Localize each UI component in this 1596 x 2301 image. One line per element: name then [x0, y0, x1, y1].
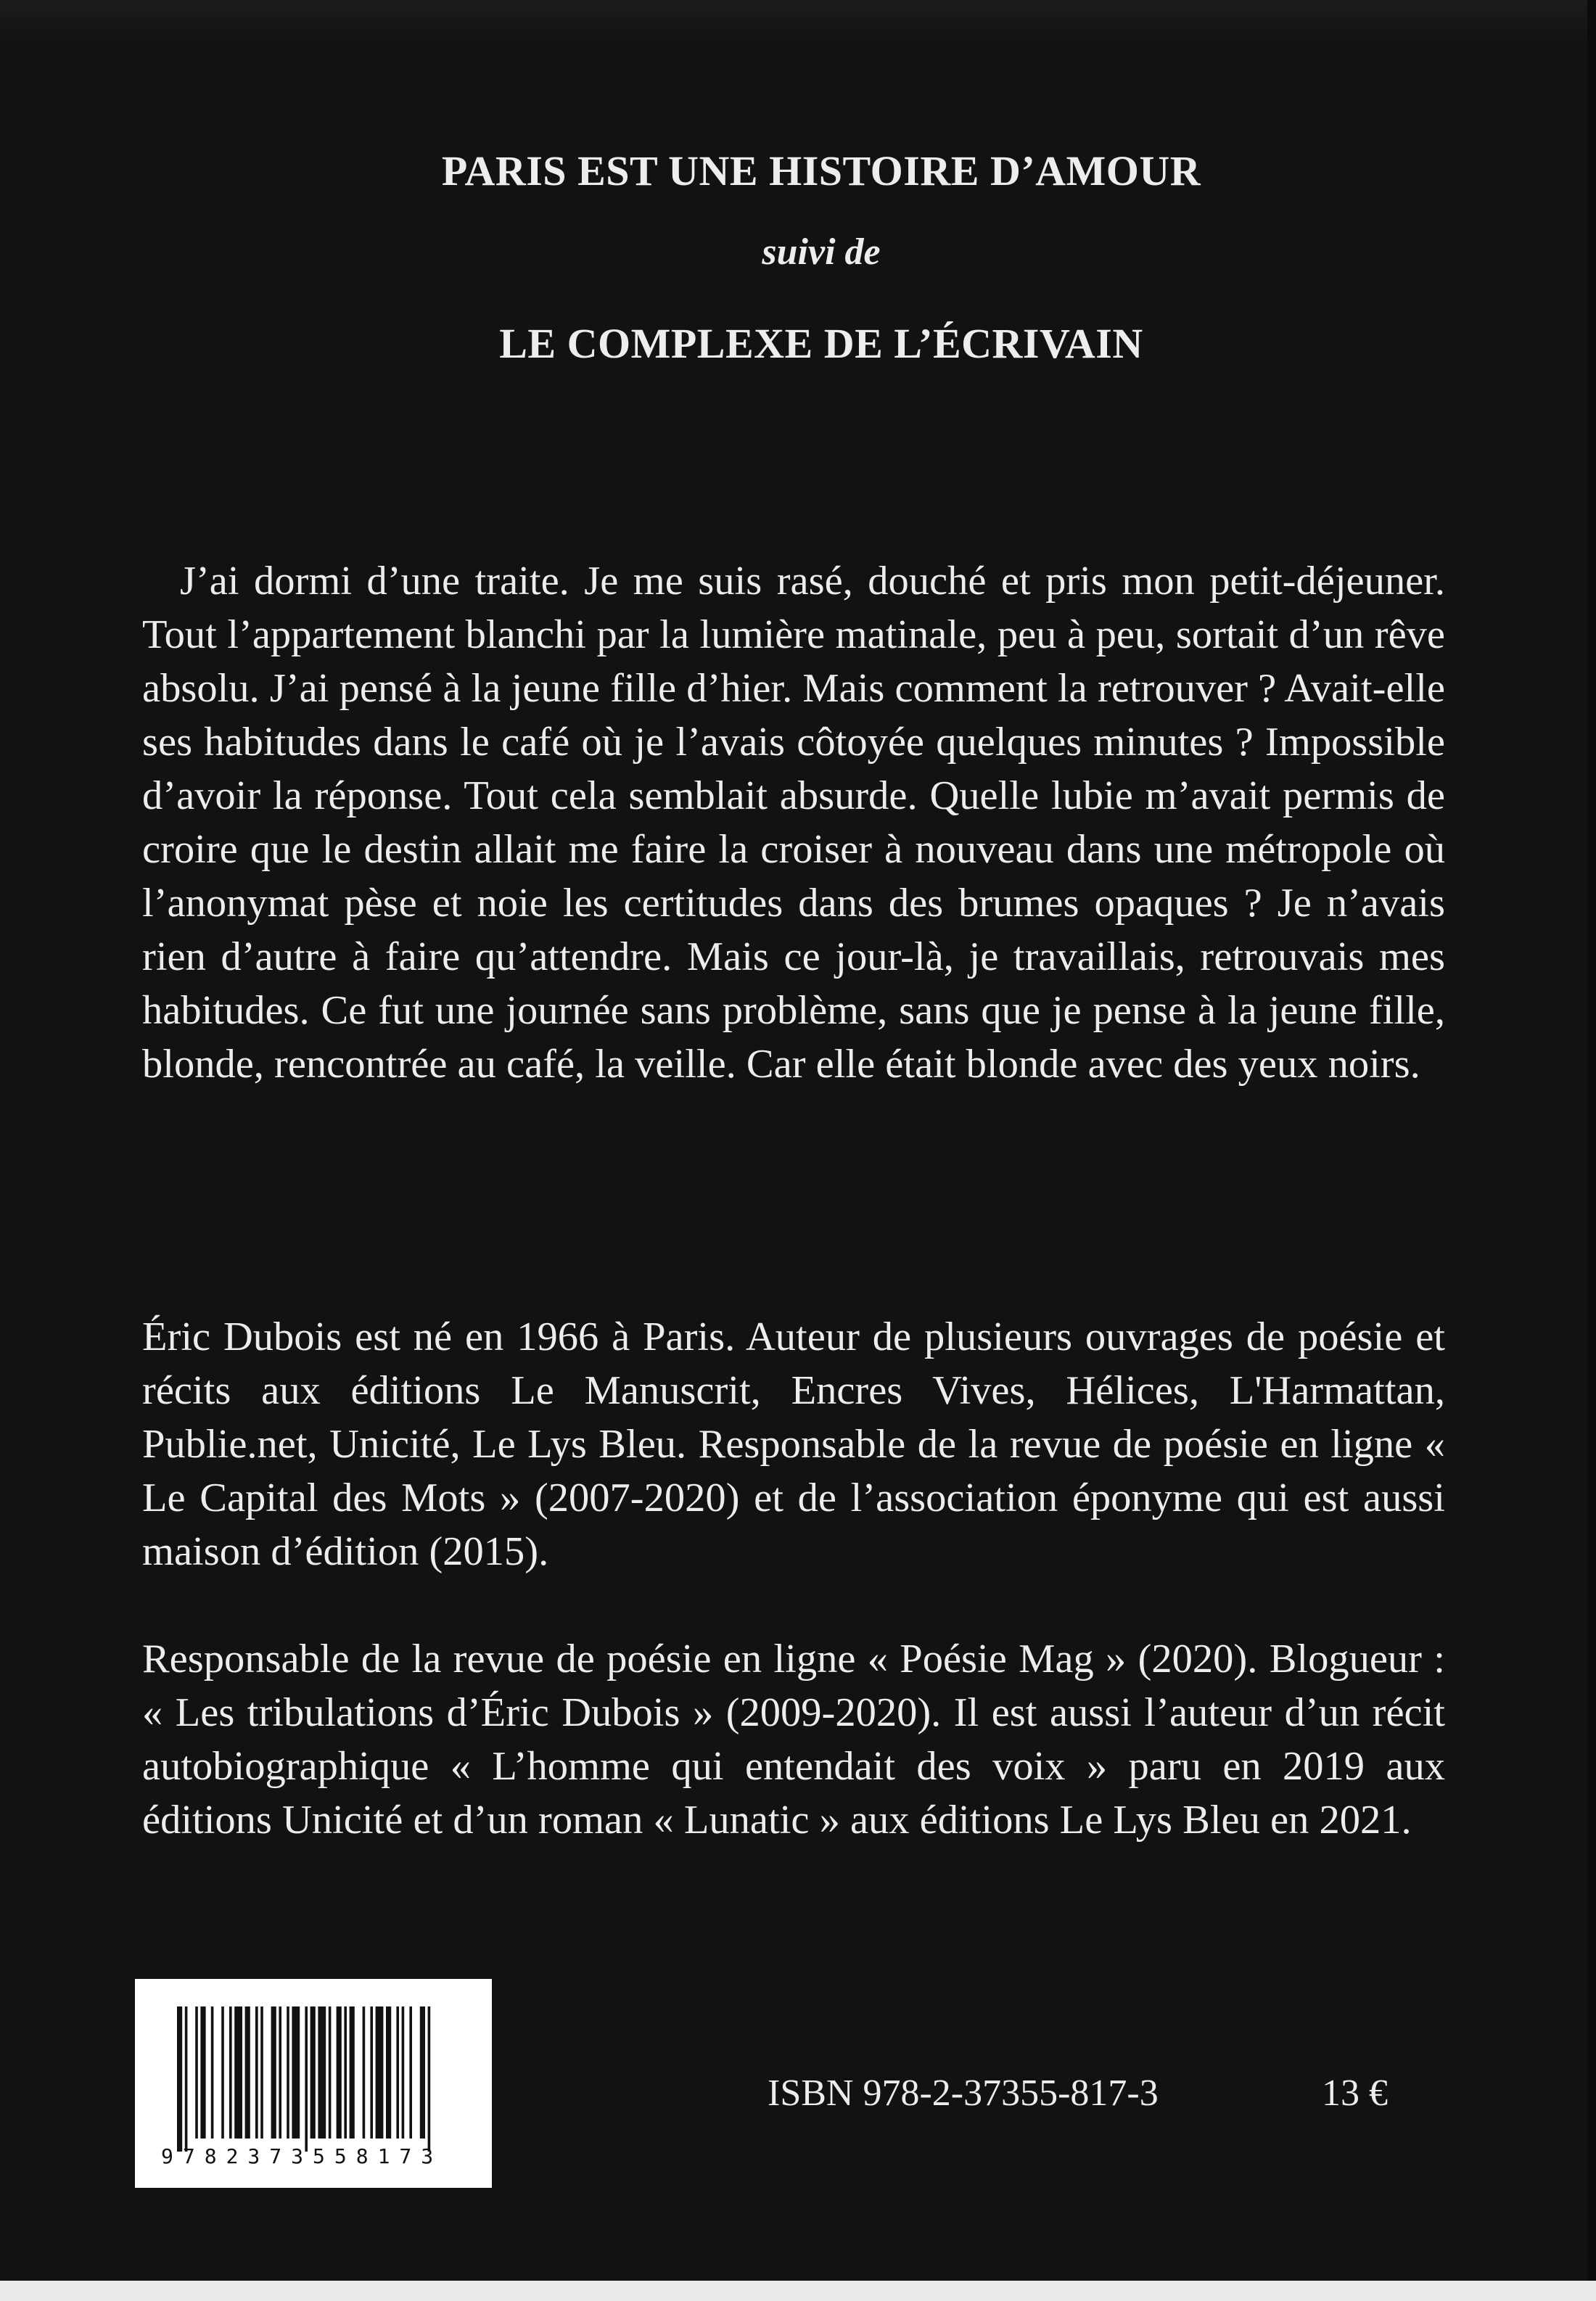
barcode-bar — [402, 2006, 405, 2139]
barcode-bar — [177, 2006, 182, 2152]
barcode-bar — [318, 2006, 326, 2139]
book-subtitle: suivi de — [762, 231, 881, 273]
second-book-title: LE COMPLEXE DE L’ÉCRIVAIN — [499, 320, 1143, 367]
barcode-bar — [234, 2006, 242, 2139]
book-price: 13 € — [1322, 2072, 1388, 2114]
barcode-bar — [185, 2006, 188, 2152]
barcode-bar — [344, 2006, 347, 2139]
barcode-bar — [271, 2006, 276, 2139]
barcode-bar — [310, 2006, 316, 2139]
barcode-bar — [292, 2006, 300, 2139]
barcode-bar — [386, 2006, 391, 2139]
barcode-bar — [279, 2006, 281, 2139]
barcode-digits: 9782373558173 — [161, 2144, 443, 2168]
barcode-bar — [229, 2006, 232, 2139]
author-bio-paragraph-1: Éric Dubois est né en 1966 à Paris. Auteur de plusieurs ouvrages de poésie et récits aux éditions Le Manuscrit, Encres Vives, Hélices, L'Harmattan, Publie.net, Unicité, Le Lys Bleu. Responsable de la revue de poésie en ligne « Le Capital des Mots » (2007-2020) et de l’association éponyme qui est aussi maison d’édition (2015). — [142, 1314, 1445, 1574]
book-extract: J’ai dormi d’une traite. Je me suis rasé, douché et pris mon petit-déjeuner. Tout l’appartement blanchi par la lumière matinale, peu à peu, sortait d’un rêve absolu. J’ai pensé à la jeune fille d’hier. Mais comment la retrouver ? Avait-elle ses habitudes dans le café où je l’avais côtoyée quelques minutes ? Impossible d’avoir la réponse. Tout cela semblait absurde. Quelle lubie m’avait permis de croire que le destin allait me faire la croiser à nouveau dans une métropole où l’anonymat pèse et noie les certitudes dans des brumes opaques ? Je n’avais rien d’autre à faire qu’attendre. Mais ce jour-là, je travaillais, retrouvais mes habitudes. Ce fut une journée sans problème, sans que je pense à la jeune fille, blonde, rencontrée au café, la veille. Car elle était blonde avec des yeux noirs. — [142, 559, 1445, 1087]
barcode-bar — [255, 2006, 258, 2139]
cover-right-edge — [1587, 0, 1596, 2301]
barcode-bar — [363, 2006, 366, 2139]
cover-top-edge — [0, 0, 1596, 44]
barcode-bar — [305, 2006, 308, 2152]
barcode-bar — [211, 2006, 214, 2139]
isbn-number: ISBN 978-2-37355-817-3 — [768, 2072, 1159, 2114]
barcode-bar — [287, 2006, 289, 2139]
barcode-bar — [370, 2006, 373, 2139]
barcode-bar — [396, 2006, 399, 2139]
author-bio-paragraph-2: Responsable de la revue de poésie en ligne « Poésie Mag » (2020). Blogueur : « Les tribulations d’Éric Dubois » (2009-2020). Il est aussi l’auteur d’un récit autobiographique « L’homme qui entendait des voix » paru en 2019 aux éditions Unicité et d’un roman « Lunatic » aux éditions Le Lys Bleu en 2021. — [142, 1637, 1445, 1843]
isbn-barcode — [135, 1979, 492, 2188]
barcode-bar — [420, 2006, 425, 2139]
book-title: PARIS EST UNE HISTOIRE D’AMOUR — [441, 147, 1201, 194]
barcode-bar — [376, 2006, 384, 2139]
barcode-bar — [409, 2006, 412, 2139]
barcode-bar — [260, 2006, 263, 2139]
cover-bottom-edge — [0, 2281, 1596, 2301]
barcode-bar — [200, 2006, 205, 2139]
barcode-bar — [329, 2006, 332, 2139]
barcode-bar — [221, 2006, 224, 2139]
barcode-bar — [195, 2006, 198, 2139]
barcode-bar — [245, 2006, 250, 2139]
barcode-bar — [350, 2006, 355, 2139]
barcode-bar — [428, 2006, 431, 2152]
barcode-bar — [337, 2006, 342, 2139]
